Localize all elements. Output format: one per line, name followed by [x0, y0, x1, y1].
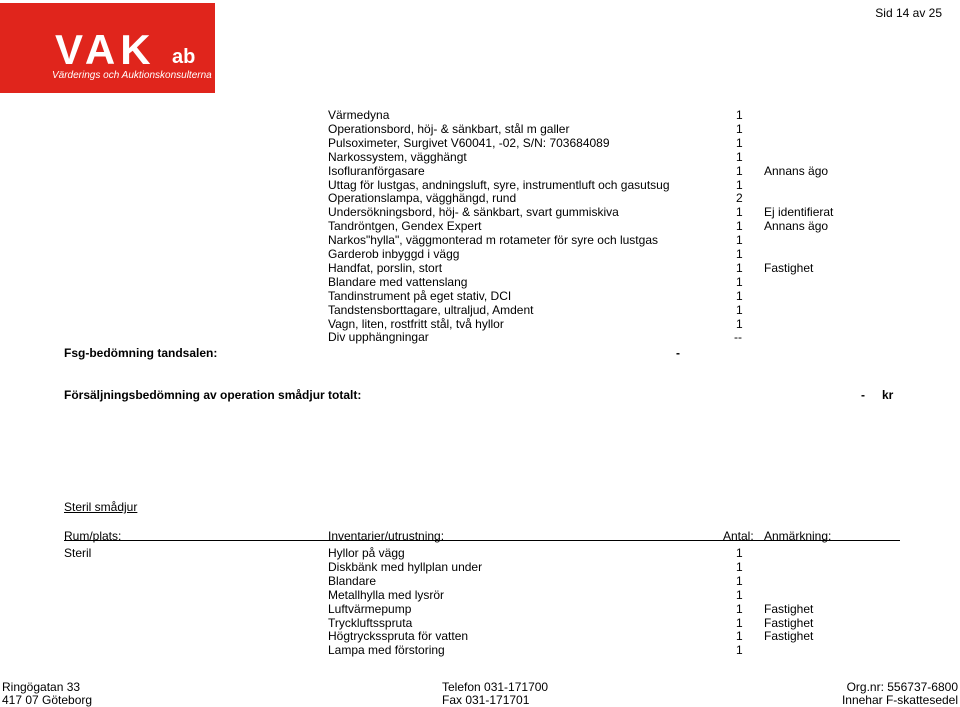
item-quantity: 1	[736, 601, 743, 616]
item-name: Narkos"hylla", väggmonterad m rotameter för syre och lustgas	[328, 233, 658, 248]
item-quantity: 1	[736, 288, 743, 303]
total-assessment-unit: kr	[882, 388, 894, 402]
logo-main-text: VAK	[55, 26, 156, 73]
item-quantity: --	[734, 330, 742, 345]
item-quantity: 1	[736, 149, 743, 164]
item-name: Operationslampa, vägghängd, rund	[328, 191, 517, 206]
footer-tax-status: Innehar F-skattesedel	[841, 693, 958, 707]
logo-suffix-text: ab	[172, 46, 196, 68]
item-note: Fastighet	[764, 615, 814, 630]
item-name: Garderob inbyggd i vägg	[328, 247, 460, 261]
item-quantity: 1	[736, 302, 743, 317]
section-title: Steril smådjur	[64, 500, 138, 514]
item-quantity: 1	[736, 643, 743, 658]
item-name: Tandinstrument på eget stativ, DCI	[328, 288, 512, 303]
item-name: Blandare med vattenslang	[328, 274, 468, 289]
item-quantity: 1	[736, 587, 743, 602]
item-note: Annans ägo	[764, 219, 829, 234]
logo-tagline: Värderings och Auktionskonsulterna	[52, 70, 212, 81]
item-quantity: 1	[736, 163, 743, 178]
footer-address-line2: 417 07 Göteborg	[2, 693, 93, 707]
item-quantity: 1	[736, 559, 743, 574]
item-quantity: 1	[736, 573, 743, 588]
room-assessment-label: Fsg-bedömning tandsalen:	[64, 346, 218, 360]
footer-address-line1: Ringögatan 33	[2, 680, 81, 694]
item-name: Operationsbord, höj- & sänkbart, stål m galler	[328, 121, 570, 136]
item-name: Tandstensborttagare, ultraljud, Amdent	[328, 302, 534, 317]
item-note: Fastighet	[764, 260, 814, 275]
room-name-steril: Steril	[64, 546, 92, 560]
item-quantity: 1	[736, 274, 743, 289]
item-name: Uttag för lustgas, andningsluft, syre, instrumentluft och gasutsug	[328, 177, 670, 192]
item-quantity: 1	[736, 316, 743, 331]
item-name: Lampa med förstoring	[328, 643, 445, 658]
item-name: Undersökningsbord, höj- & sänkbart, svart gummiskiva	[328, 205, 619, 220]
item-quantity: 1	[736, 121, 743, 136]
item-quantity: 1	[736, 233, 743, 248]
column-header-note: Anmärkning:	[764, 529, 832, 543]
item-note: Annans ägo	[764, 163, 829, 178]
item-name: Hyllor på vägg	[328, 546, 405, 560]
footer-fax: Fax 031-171701	[442, 693, 530, 707]
item-name: Högtrycksspruta för vatten	[328, 629, 469, 644]
item-note: Fastighet	[764, 601, 814, 616]
item-note: Fastighet	[764, 629, 814, 644]
item-quantity: 1	[736, 135, 743, 150]
item-quantity: 2	[736, 191, 743, 206]
item-note: Ej identifierat	[764, 205, 834, 220]
item-name: Värmedyna	[328, 108, 390, 122]
column-header-inventory: Inventarier/utrustning:	[328, 529, 445, 543]
item-name: Tandröntgen, Gendex Expert	[328, 219, 482, 234]
room-assessment-value: -	[676, 346, 680, 360]
item-quantity: 1	[736, 615, 743, 630]
total-assessment-label: Försäljningsbedömning av operation smådjur totalt:	[64, 388, 362, 402]
item-quantity: 1	[736, 108, 743, 122]
item-name: Narkossystem, vägghängt	[328, 149, 467, 164]
item-quantity: 1	[736, 546, 743, 560]
item-name: Blandare	[328, 573, 377, 588]
item-name: Pulsoximeter, Surgivet V60041, -02, S/N: 703684089	[328, 135, 610, 150]
item-name: Metallhylla med lysrör	[328, 587, 445, 602]
company-logo	[0, 3, 215, 93]
footer-phone: Telefon 031-171700	[442, 680, 549, 694]
item-quantity: 1	[736, 260, 743, 275]
item-name: Diskbänk med hyllplan under	[328, 559, 483, 574]
footer-orgnr: Org.nr: 556737-6800	[846, 680, 958, 694]
item-name: Handfat, porslin, stort	[328, 260, 443, 275]
page-indicator: Sid 14 av 25	[875, 6, 942, 20]
column-header-quantity: Antal:	[723, 529, 754, 543]
item-quantity: 1	[736, 205, 743, 220]
item-name: Vagn, liten, rostfritt stål, två hyllor	[328, 316, 504, 331]
header-rule	[64, 540, 900, 541]
item-quantity: 1	[736, 629, 743, 644]
item-quantity: 1	[736, 219, 743, 234]
item-name: Div upphängningar	[328, 330, 429, 345]
item-quantity: 1	[736, 177, 743, 192]
item-quantity: 1	[736, 247, 743, 261]
item-name: Tryckluftsspruta	[328, 615, 413, 630]
item-name: Isofluranförgasare	[328, 163, 425, 178]
item-name: Luftvärmepump	[328, 601, 412, 616]
column-header-room: Rum/plats:	[64, 529, 122, 543]
total-assessment-value: -	[861, 388, 865, 402]
